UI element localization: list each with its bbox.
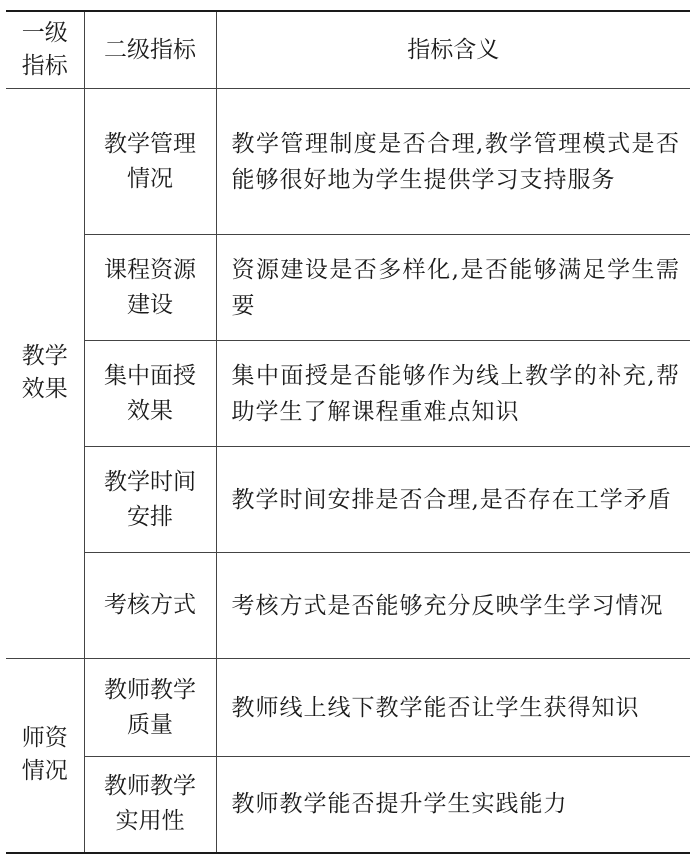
level2-cell: 考核方式 xyxy=(84,553,216,659)
level1-cell xyxy=(6,659,84,853)
table-row xyxy=(6,235,690,341)
level2-cell xyxy=(84,341,216,447)
meaning-cell: 集中面授是否能够作为线上教学的补充,帮助学生了解课程重难点知识 xyxy=(216,341,690,447)
meaning-cell: 教师线上线下教学能否让学生获得知识 xyxy=(216,659,690,757)
table-header-row xyxy=(6,11,690,89)
level1-text: 教学效果 xyxy=(21,343,68,402)
level2-cell xyxy=(84,89,216,235)
meaning-cell: 考核方式是否能够充分反映学生学习情况 xyxy=(216,553,690,659)
level2-cell xyxy=(84,757,216,853)
meaning-cell: 教学管理制度是否合理,教学管理模式是否能够很好地为学生提供学习支持服务 xyxy=(216,89,690,235)
header-level1 xyxy=(6,11,84,89)
table-row xyxy=(6,447,690,553)
level2-cell xyxy=(84,235,216,341)
table-row xyxy=(6,341,690,447)
level2-text: 教学时间安排 xyxy=(104,468,196,530)
meaning-cell: 资源建设是否多样化,是否能够满足学生需要 xyxy=(216,235,690,341)
level2-cell xyxy=(84,659,216,757)
indicator-table xyxy=(6,10,690,854)
level2-text: 教学管理情况 xyxy=(104,130,196,192)
level2-text: 教师教学质量 xyxy=(104,676,196,738)
meaning-cell: 教学时间安排是否合理,是否存在工学矛盾 xyxy=(216,447,690,553)
table-row xyxy=(6,89,690,235)
level1-cell xyxy=(6,89,84,659)
header-level1-text: 一级指标 xyxy=(21,20,68,79)
level1-text: 师资情况 xyxy=(21,724,68,784)
table-row xyxy=(6,659,690,757)
meaning-cell: 教师教学能否提升学生实践能力 xyxy=(216,757,690,853)
level2-cell xyxy=(84,447,216,553)
table-row xyxy=(6,757,690,853)
level2-text: 课程资源建设 xyxy=(104,256,196,318)
table-row xyxy=(6,553,690,659)
level2-text: 教师教学实用性 xyxy=(104,773,196,835)
level2-text: 集中面授效果 xyxy=(104,362,196,424)
header-level2: 二级指标 xyxy=(84,11,216,89)
header-meaning: 指标含义 xyxy=(216,11,690,89)
